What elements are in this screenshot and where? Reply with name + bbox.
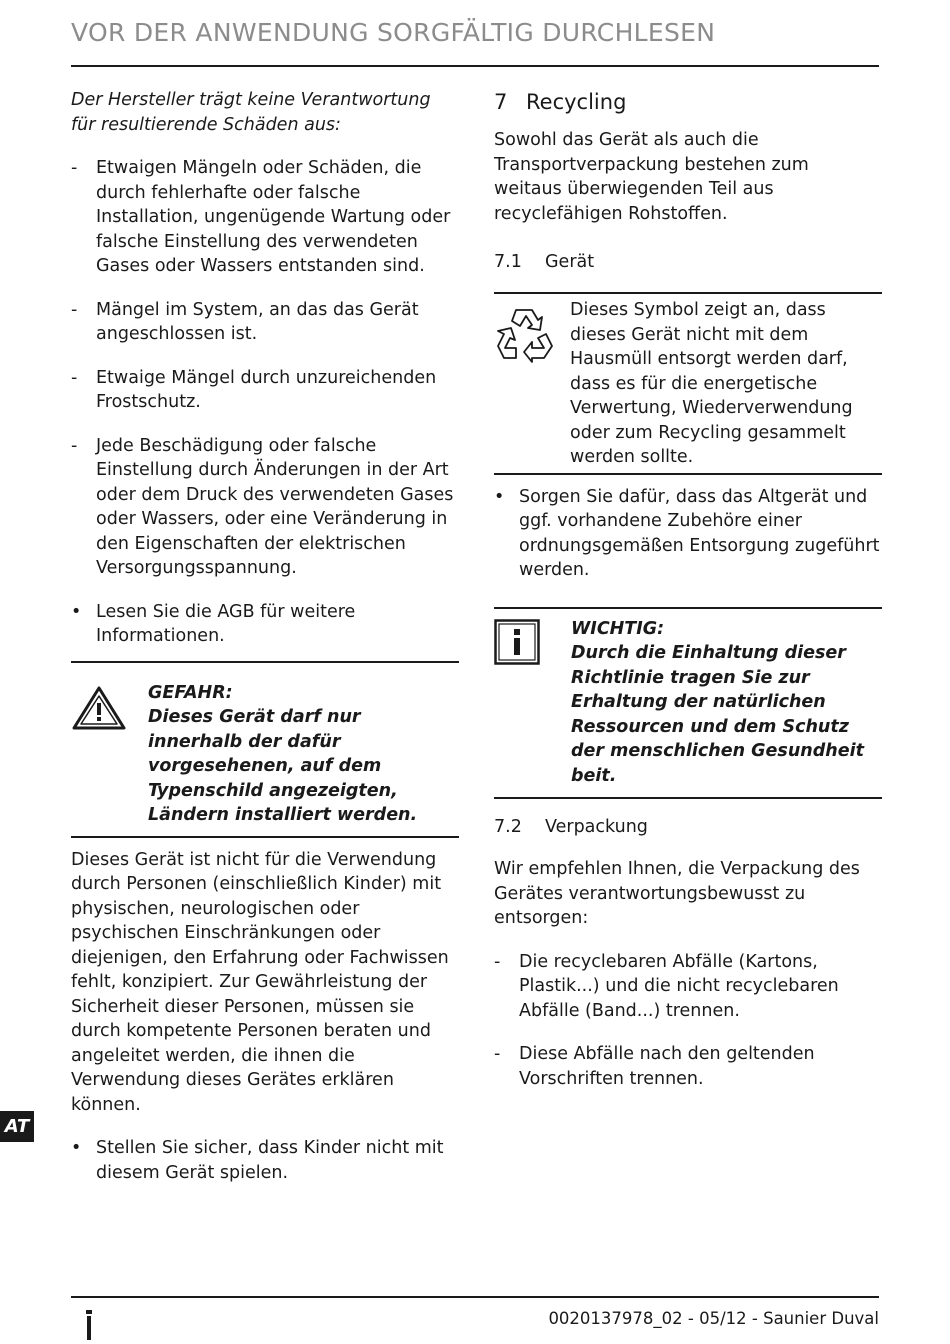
list-item-text: Etwaige Mängel durch unzureichenden Frostschutz. [96,367,437,412]
bullet-marker: • [71,1138,82,1158]
recycling-symbol-note [494,294,882,470]
danger-notice [71,673,459,828]
important-label: WICHTIG: [571,618,665,639]
list-item-text: Mängel im System, an das das Gerät angeschlossen ist. [96,299,419,344]
subsection-title: Verpackung [545,817,648,837]
footer-document-id: 0020137978_02 - 05/12 - Saunier Duval [548,1309,879,1328]
recycling-intro: Sowohl das Gerät als auch die Transportverpackung bestehen zum weitaus überwiegenden Teil aus recyclefähigen Rohstoffen. [494,130,809,224]
subsection-heading-geraet [494,250,882,274]
bullet-marker: • [494,486,505,507]
list-marker: - [71,299,78,320]
important-text: Durch die Einhaltung dieser Richtlinie tragen Sie zur Erhaltung der natürlichen Ressourcen und dem Schutz der menschlichen Gesundheit beit. [571,643,864,786]
list-item [71,434,459,581]
list-item-text: Lesen Sie die AGB für weitere Informationen. [96,601,356,646]
section-number: 7 [494,90,508,114]
header-divider [71,65,879,67]
list-item-text: Stellen Sie sicher, dass Kinder nicht mit diesem Gerät spielen. [96,1138,444,1183]
usage-restriction-paragraph: Dieses Gerät ist nicht für die Verwendung durch Personen (einschließlich Kinder) mit physischen, neurologischen oder psychischen Einschränkungen oder diejenigen, den Erfahrung oder Fachwissen fehlt, konzipiert. Zur Gewährleistung der Sicherheit dieser Personen, müssen sie durch kompetente Personen beraten und angeleitet werden, die ihnen die Verwendung dieses Gerätes erklären können. [71,849,449,1115]
list-item [71,1136,459,1185]
subsection-number: 7.1 [494,252,522,272]
disposal-list [494,485,882,583]
packaging-list [494,950,882,1092]
danger-bottom-rule [71,836,459,838]
left-column [71,88,459,1204]
child-safety-list [71,1136,459,1185]
page-mark-icon [84,1310,94,1340]
info-icon [494,617,571,789]
list-item [71,366,459,415]
bullet-marker: • [71,601,82,622]
danger-label: GEFAHR: [148,682,233,703]
list-item-text: Jede Beschädigung oder falsche Einstellung durch Änderungen in der Art oder dem Druck des verwendeten Gases oder Wassers, oder eine Veränderung in den Eigenschaften der elektrischen Versorgungsspannung. [96,435,454,578]
subsection-title: Gerät [545,252,595,272]
page-header: VOR DER ANWENDUNG SORGFÄLTIG DURCHLESEN [71,18,716,47]
subsection-number: 7.2 [494,817,522,837]
important-notice [494,609,882,789]
list-item-text: Sorgen Sie dafür, dass das Altgerät und ggf. vorhandene Zubehöre einer ordnungsgemäßen Entsorgung zugeführt werden. [519,486,880,580]
list-marker: - [494,1044,501,1064]
right-column [494,88,882,1110]
footer-divider [71,1296,879,1298]
list-item [494,485,882,583]
list-marker: - [71,435,78,456]
list-item [494,1042,882,1091]
list-item [71,298,459,347]
language-tab: AT [0,1111,34,1142]
list-marker: - [494,951,501,972]
list-item [71,600,459,649]
important-bottom-rule [494,797,882,799]
list-marker: - [71,158,78,178]
recycling-icon [494,298,570,470]
subsection-heading-verpackung [494,815,882,839]
danger-top-rule [71,661,459,663]
list-marker: - [71,367,78,388]
packaging-intro: Wir empfehlen Ihnen, die Verpackung des Gerätes verantwortungsbewusst zu entsorgen: [494,859,860,928]
liability-list [71,156,459,649]
section-heading-recycling [494,88,882,116]
list-item [71,156,459,279]
section-title: Recycling [526,90,627,114]
list-item-text: Diese Abfälle nach den geltenden Vorschriften trennen. [519,1044,815,1089]
liability-intro: Der Hersteller trägt keine Verantwortung für resultierende Schäden aus: [71,90,431,135]
list-item-text: Etwaigen Mängeln oder Schäden, die durch fehlerhafte oder falsche Installation, ungenügende Wartung oder falsche Einstellung des verwendeten Gases oder Wassers entstanden sind. [96,158,451,276]
symbol-bottom-rule [494,473,882,475]
list-item-text: Die recyclebaren Abfälle (Kartons, Plastik...) und die nicht recyclebaren Abfälle (Band...) trennen. [519,951,839,1021]
danger-text: Dieses Gerät darf nur innerhalb der dafür vorgesehenen, auf dem Typenschild angezeigten, Ländern installiert werden. [148,707,418,825]
symbol-note-text: Dieses Symbol zeigt an, dass dieses Gerät nicht mit dem Hausmüll entsorgt werden darf, dass es für die energetische Verwertung, Wiederverwendung oder zum Recycling gesammelt werden sollte. [570,300,853,467]
list-item [494,950,882,1024]
warning-triangle-icon [71,681,148,828]
